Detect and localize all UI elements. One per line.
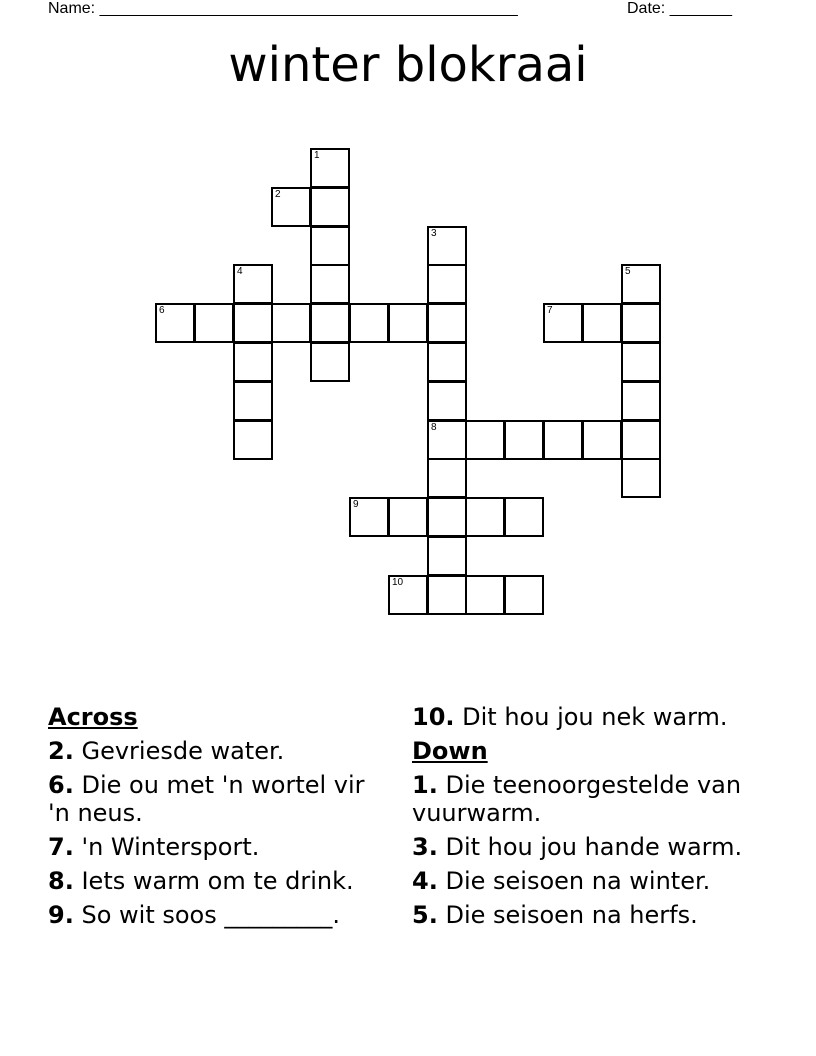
crossword-cell[interactable]: [388, 575, 428, 615]
clue-number: 6.: [48, 771, 74, 799]
crossword-cell[interactable]: [543, 303, 583, 343]
clue-text: Die seisoen na herfs.: [445, 901, 698, 929]
clue-text: Dit hou jou hande warm.: [445, 833, 743, 861]
across-clue: [48, 901, 378, 929]
clue-number-label: 6: [159, 305, 165, 316]
clue-number: 9.: [48, 901, 74, 929]
crossword-cell[interactable]: [194, 303, 234, 343]
crossword-cell[interactable]: [427, 264, 467, 304]
across-clue: [48, 867, 378, 895]
clue-number: 4.: [412, 867, 438, 895]
crossword-cell[interactable]: [427, 458, 467, 498]
clue-number-label: 10: [392, 577, 404, 588]
clue-text: Dit hou jou nek warm.: [462, 703, 728, 731]
date-field-label: Date: _______: [627, 0, 732, 17]
crossword-cell[interactable]: [349, 303, 389, 343]
down-clue: [412, 771, 752, 827]
clue-text: So wit soos _________.: [81, 901, 340, 929]
clue-number-label: 3: [431, 228, 437, 239]
crossword-cell[interactable]: [621, 342, 661, 382]
clue-number-label: 7: [547, 305, 553, 316]
crossword-cell[interactable]: [233, 381, 273, 421]
crossword-cell[interactable]: [233, 420, 273, 460]
across-clue: [412, 703, 752, 731]
crossword-cell[interactable]: [427, 497, 467, 537]
crossword-cell[interactable]: [388, 303, 428, 343]
crossword-cell[interactable]: [621, 381, 661, 421]
crossword-cell[interactable]: [504, 497, 544, 537]
crossword-cell[interactable]: [621, 303, 661, 343]
clue-number-label: 2: [275, 189, 281, 200]
crossword-cell[interactable]: [427, 536, 467, 576]
crossword-cell[interactable]: [465, 420, 505, 460]
clue-number-label: 4: [237, 266, 243, 277]
clue-number: 3.: [412, 833, 438, 861]
across-clue: [48, 771, 378, 827]
crossword-cell[interactable]: [465, 497, 505, 537]
crossword-cell[interactable]: [582, 303, 622, 343]
crossword-cell[interactable]: [349, 497, 389, 537]
clue-number-label: 8: [431, 422, 437, 433]
clue-text: 'n Wintersport.: [81, 833, 260, 861]
crossword-cell[interactable]: [427, 303, 467, 343]
crossword-cell[interactable]: [233, 303, 273, 343]
crossword-cell[interactable]: [427, 420, 467, 460]
clue-number-label: 9: [353, 499, 359, 510]
crossword-cell[interactable]: [233, 264, 273, 304]
name-field-label: Name: _______________________________________________: [48, 0, 518, 17]
down-heading: Down: [412, 737, 488, 765]
clue-number: 2.: [48, 737, 74, 765]
down-clue: [412, 833, 752, 861]
clues-column-left: [48, 703, 378, 935]
across-clue: [48, 737, 378, 765]
clue-number: 1.: [412, 771, 438, 799]
crossword-cell[interactable]: [621, 264, 661, 304]
crossword-cell[interactable]: [621, 458, 661, 498]
crossword-cell[interactable]: [388, 497, 428, 537]
clue-text: Die seisoen na winter.: [445, 867, 711, 895]
clue-text: Iets warm om te drink.: [81, 867, 354, 895]
clue-text: Gevriesde water.: [81, 737, 285, 765]
clue-number: 7.: [48, 833, 74, 861]
crossword-cell[interactable]: [155, 303, 195, 343]
crossword-cell[interactable]: [427, 381, 467, 421]
clue-number: 8.: [48, 867, 74, 895]
clue-text: Die ou met 'n wortel vir 'n neus.: [48, 771, 365, 827]
across-clue: [48, 833, 378, 861]
crossword-cell[interactable]: [271, 187, 311, 227]
crossword-cell[interactable]: [427, 342, 467, 382]
crossword-cell[interactable]: [504, 575, 544, 615]
crossword-cell[interactable]: [582, 420, 622, 460]
crossword-cell[interactable]: [427, 575, 467, 615]
across-heading: Across: [48, 703, 138, 731]
crossword-cell[interactable]: [310, 342, 350, 382]
crossword-cell[interactable]: [543, 420, 583, 460]
crossword-cell[interactable]: [310, 303, 350, 343]
crossword-cell[interactable]: [271, 303, 311, 343]
crossword-cell[interactable]: [504, 420, 544, 460]
clues-column-right: [412, 703, 752, 935]
down-clue: [412, 867, 752, 895]
clue-number-label: 1: [314, 150, 320, 161]
clue-number: 10.: [412, 703, 455, 731]
crossword-cell[interactable]: [310, 187, 350, 227]
crossword-cell[interactable]: [310, 148, 350, 188]
crossword-cell[interactable]: [621, 420, 661, 460]
page-title: winter blokraai: [228, 37, 588, 93]
crossword-cell[interactable]: [310, 226, 350, 266]
crossword-cell[interactable]: [310, 264, 350, 304]
crossword-cell[interactable]: [427, 226, 467, 266]
down-clue: [412, 901, 752, 929]
crossword-cell[interactable]: [465, 575, 505, 615]
clue-text: Die teenoorgestelde van vuurwarm.: [412, 771, 742, 827]
clue-number: 5.: [412, 901, 438, 929]
crossword-cell[interactable]: [233, 342, 273, 382]
clue-number-label: 5: [625, 266, 631, 277]
